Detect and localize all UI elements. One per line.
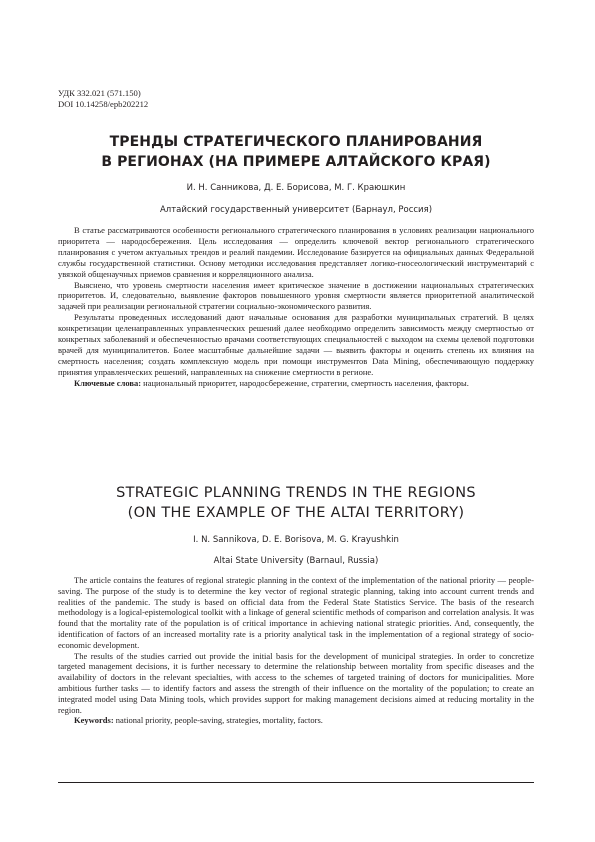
title-ru-line-1: ТРЕНДЫ СТРАТЕГИЧЕСКОГО ПЛАНИРОВАНИЯ — [109, 134, 483, 150]
keywords-en — [58, 715, 534, 726]
title-ru — [58, 132, 534, 172]
abstract-ru-paragraph-3: Результаты проведенных исследований дают начальные основания для разработки муниципальных стратегий. В целях конкретизации целенаправленных управленческих решений далее необходимо определить зависимость между смертностью от конкретных заболеваний и обеспеченностью врачами соответствующих специальностей с выходом на схемы целевой подготовки врачей для муниципалитетов. Более масштабные дальнейшие задачи — выявить факторы и оценить степень их влияния на смертность населения; создать комплексную модель при помощи инструментов Data Mining, обеспечивающую поддержку принятия управленческих решений, направленных на снижение смертности в регионе. — [58, 312, 534, 377]
abstract-ru — [58, 225, 534, 389]
abstract-ru-paragraph-1: В статье рассматриваются особенности регионального стратегического планирования в условиях реализации национального приоритета — народосбережения. Цель исследования — определить ключевой вектор регионального стратегического планирования с учетом актуальных трендов и реалий пандемии. Исследование базируется на официальных данных Федеральной службы государственной статистики. Основу методики исследования представляет логико-гносеологический инструментарий с увязкой общенаучных приемов сравнения и корреляционного анализа. — [58, 225, 534, 279]
udk-code: УДК 332.021 (571.150) — [58, 88, 141, 98]
title-ru-line-2: В РЕГИОНАХ (НА ПРИМЕРЕ АЛТАЙСКОГО КРАЯ) — [101, 154, 491, 170]
keywords-ru-label: Ключевые слова: — [74, 377, 142, 388]
authors-en: I. N. Sannikova, D. E. Borisova, M. G. Krayushkin — [193, 535, 399, 545]
authors-ru: И. Н. Санникова, Д. Е. Борисова, М. Г. Краюшкин — [186, 183, 406, 193]
article-meta — [58, 88, 148, 110]
doi: DOI 10.14258/epb202212 — [58, 99, 149, 109]
title-en-line-1: STRATEGIC PLANNING TRENDS IN THE REGIONS — [116, 485, 476, 501]
title-en-line-2: (ON THE EXAMPLE OF THE ALTAI TERRITORY) — [127, 505, 465, 521]
affiliation-en: Altai State University (Barnaul, Russia) — [213, 556, 379, 566]
keywords-ru-text: национальный приоритет, народосбережение, стратегии, смертность населения, факторы. — [141, 377, 469, 388]
abstract-ru-paragraph-2: Выяснено, что уровень смертности населения имеет критическое значение в достижении национальных стратегических приоритетов. И, следовательно, выявление факторов повышенного уровня смертности является приоритетной аналитической задачей при реализации региональной стратегии социально-экономического развития. — [58, 279, 534, 312]
bottom-divider — [58, 782, 534, 783]
keywords-en-label: Keywords: — [74, 715, 114, 726]
abstract-en-paragraph-2: The results of the studies carried out provide the initial basis for the development of municipal strategies. In order to concretize targeted management decisions, it is further necessary to determine the relationship between mortality from specific diseases and the availability of doctors in the relevant specialties, with access to the schemes of targeted training of doctors for municipalities. More ambitious further tasks — to identify factors and assess the strength of their influence on the mortality of the population; to create an integrated model using Data Mining tools, which provides support for making management decisions aimed at reducing mortality in the region. — [58, 650, 534, 715]
abstract-en-paragraph-1: The article contains the features of regional strategic planning in the context of the implementation of the national priority — people-saving. The purpose of the study is to determine the key vector of regional strategic planning, taking into account current trends and realities of the pandemic. The study is based on official data from the Federal State Statistics Service. The basis of the research methodology is a logical-epistemological toolkit with a linkage of general scientific methods of comparison and correlation analysis. It was found that the mortality rate of the population is of critical importance in achieving national strategic priorities. And, consequently, the identification of factors of an increased mortality rate is a priority analytical task in the implementation of a regional strategy of socio-economic development. — [58, 575, 534, 650]
keywords-ru — [58, 378, 534, 389]
affiliation-ru: Алтайский государственный университет (Барнаул, Россия) — [159, 205, 433, 215]
abstract-en — [58, 575, 534, 726]
title-en — [58, 483, 534, 523]
keywords-en-text: national priority, people-saving, strategies, mortality, factors. — [113, 715, 323, 726]
